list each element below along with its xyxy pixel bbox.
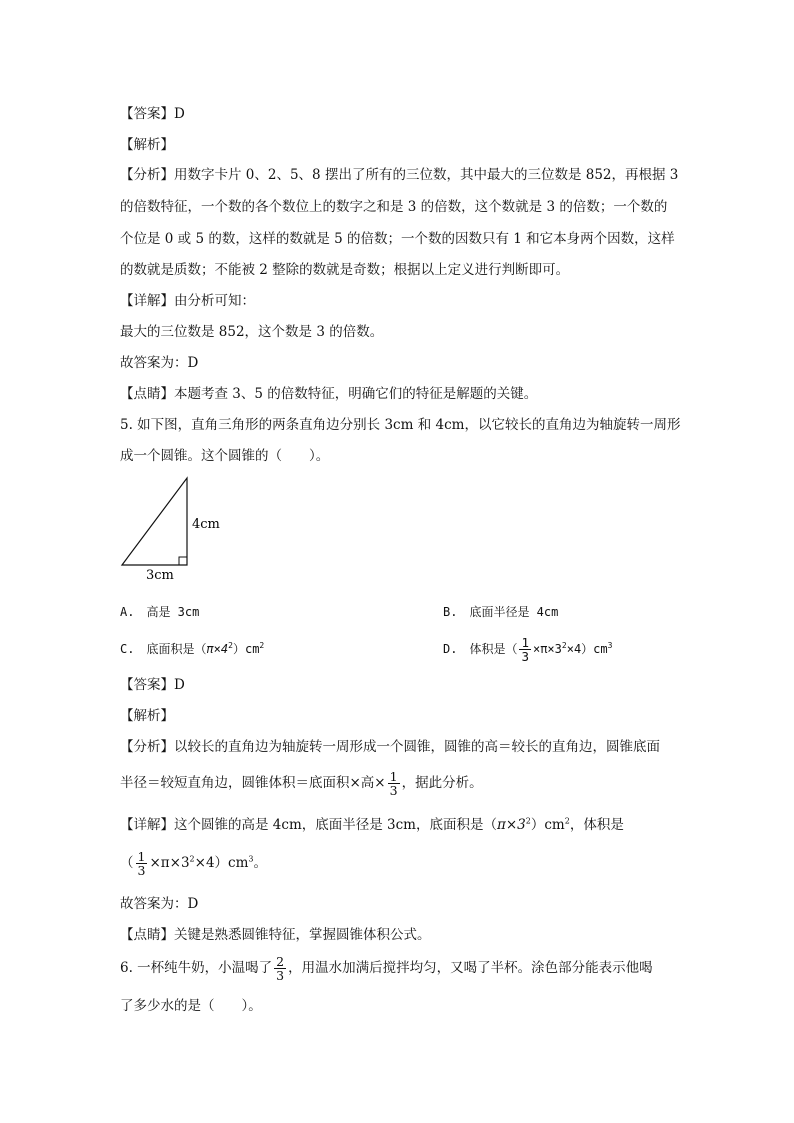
- q6-stem-line: 6. 一杯纯牛奶，小温喝了 $\frac{2}{3}$ ，用温水加满后搅拌均匀，又喝了半杯。涂色部分能表示他喝: [120, 954, 653, 983]
- q5-option-d[interactable]: D. 体积是（ $\frac{1}{3}$ $\times\pi\times 3^2\times 4)cm^3$: [443, 635, 613, 664]
- q4-analysis-line: 【分析】用数字卡片 0、2、5、8 摆出了所有的三位数，其中最大的三位数是 852，再根据 3: [120, 167, 679, 183]
- q4-jiexi-heading: 【解析】: [120, 137, 174, 153]
- fraction: $\frac{1}{3}$: [521, 635, 529, 664]
- q5-option-c[interactable]: C. 底面积是$(\pi\times 4^2)cm^2$: [120, 641, 265, 656]
- q5-stem-line: 成一个圆锥。这个圆锥的（ ）。: [120, 448, 330, 464]
- fraction: $\frac{2}{3}$: [276, 954, 285, 983]
- q5-final-answer: 故答案为：D: [120, 896, 199, 912]
- q5-analysis-line: 半径＝较短直角边，圆锥体积＝底面积×高× $\frac{1}{3}$ ，据此分析。: [120, 769, 483, 798]
- q5-detail-line: （ $\frac{1}{3}$ $\times\pi\times 3^2\times 4)cm^3$。: [120, 849, 267, 878]
- q4-final-answer: 故答案为：D: [120, 355, 199, 371]
- q5-analysis-line: 【分析】以较长的直角边为轴旋转一周形成一个圆锥，圆锥的高＝较长的直角边，圆锥底面: [120, 739, 660, 755]
- q5-jiexi-heading: 【解析】: [120, 708, 174, 724]
- base-length-label: 3cm: [146, 568, 174, 583]
- q4-analysis-line: 的数就是质数；不能被 2 整除的数就是奇数；根据以上定义进行判断即可。: [120, 262, 570, 278]
- q4-detail-heading: 【详解】由分析可知：: [120, 293, 255, 309]
- right-angle-mark: [179, 557, 187, 565]
- q5-options-row-1: [120, 602, 700, 622]
- q5-options-row-2: [120, 634, 700, 664]
- right-triangle-figure: [110, 470, 230, 585]
- q5-option-b[interactable]: B. 底面半径是 4cm: [443, 605, 559, 619]
- q4-analysis-line: 个位是 0 或 5 的数，这样的数就是 5 的倍数；一个数的因数只有 1 和它本身两个因数，这样: [120, 231, 675, 247]
- q6-stem-line: 了多少水的是（ ）。: [120, 998, 262, 1014]
- q5-detail-line: 【详解】这个圆锥的高是 4cm，底面半径是 3cm，底面积是$(\pi\times 3^2)cm^2$，体积是: [120, 816, 624, 833]
- q4-comment: 【点睛】本题考查 3、5 的倍数特征，明确它们的特征是解题的关键。: [120, 386, 538, 402]
- q5-option-a[interactable]: A. 高是 3cm: [120, 605, 200, 619]
- q5-stem-line: 5. 如下图，直角三角形的两条直角边分别长 3cm 和 4cm，以它较长的直角边为轴旋转一周形: [120, 417, 681, 433]
- q4-answer: 【答案】D: [120, 106, 185, 122]
- q4-analysis-line: 的倍数特征，一个数的各个数位上的数字之和是 3 的倍数，这个数就是 3 的倍数；一个数的: [120, 199, 668, 215]
- side-length-label: 4cm: [192, 517, 220, 532]
- triangle-shape: [122, 478, 187, 565]
- q5-answer: 【答案】D: [120, 677, 185, 693]
- fraction: $\frac{1}{3}$: [389, 769, 398, 798]
- q4-detail-line: 最大的三位数是 852，这个数是 3 的倍数。: [120, 324, 384, 340]
- q5-comment: 【点睛】关键是熟悉圆锥特征，掌握圆锥体积公式。: [120, 927, 431, 943]
- fraction: $\frac{1}{3}$: [137, 849, 146, 878]
